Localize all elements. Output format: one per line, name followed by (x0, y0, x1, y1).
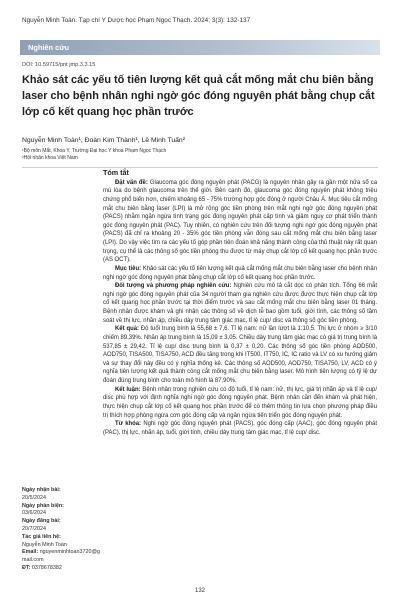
affiliation-2: ²Hội nhãn khoa Việt Nam (22, 155, 78, 161)
abstract-text: Glaucoma góc đóng nguyên phát (PACG) là nguyên nhân gây ra gần một nửa số ca mù lòa do bệnh glaucoma trên thế giới. Bên cạnh đó, glaucoma góc đóng nguyên phát không triệu chứng phổ biến hơn, chiếm khoảng 65 - 75% trường hợp góc đóng ở người Châu Á. Mục tiêu cắt mống mắt chu biên bằng laser (LPI) là mở rộng góc tiền phòng trên mắt nghi ngờ góc đóng nguyên phát (PACS) nhằm ngăn ngừa tình trạng góc đóng nguyên phát cấp tính và giảm nguy cơ phát triển thành góc đóng nguyên phát (PAC). Tuy nhiên, có nghiên cứu trên đối tượng nghi ngờ góc đóng nguyên phát (PACS) đã chỉ ra khoảng 20 - 35% góc tiền phòng vẫn đóng sau cắt mống mắt chu biên bằng laser (LPI). Do vậy việc tìm ra các yếu tố góp phần tiên đoán khả năng thành công của thủ thuật này rất quan trọng, cụ thể là các thông số góc tiền phòng thu được từ máy chụp cắt lớp cố kết quang học phần trước (AS OCT). (103, 179, 377, 264)
affiliation-1: ¹Bộ môn Mắt, Khoa Y, Trường Đại học Y khoa Phạm Ngọc Thạch (22, 148, 167, 154)
published-label: Ngày đăng bài: (22, 518, 61, 525)
article-title: Khảo sát các yếu tố tiên lượng kết quả cắt mống mắt chu biên bằng laser cho bệnh nhân nghi ngờ góc đóng nguyên phát bằng chụp cắt lớp cố kết quang học phần trước (22, 74, 375, 118)
abstract-label: Từ khóa: (115, 421, 142, 428)
section-label: Nghiên cứu (28, 43, 70, 52)
abstract-objective (103, 265, 377, 282)
abstract-label: Kết luận: (115, 386, 141, 393)
reviewed-value: 03/6/2024 (22, 510, 46, 517)
abstract-text: Nghiên cứu mô tả cắt dọc có phân tích. Tổng 66 mắt nghi ngờ góc đóng nguyên phát của 34 người tham gia nghiên cứu được được thực hiện chụp cắt lớp cố kết quang học phần trước tại thời điểm trước và sau cắt mống mắt chu biên bằng laser 01 tháng. Bệnh nhân được khám và ghi nhận các thông số về dịch tễ bao gồm tuổi, giới tính, các thông số tầm soát về thị lực, nhãn áp, chiều dày trung tâm giác mạc, tỉ lệ cup/ disc và thông số góc tiền phòng. (103, 283, 377, 324)
abstract-text: Khảo sát các yếu tố tiên lượng kết quả cắt mống mắt chu biên bằng laser cho bệnh nhân nghi ngờ góc đóng nguyên phát bằng chụp cắt lớp cố kết quang học phần trước. (103, 265, 377, 281)
page-number: 132 (194, 588, 205, 594)
phone-label: ĐT: (22, 564, 31, 571)
email-line (22, 549, 100, 565)
abstract-text: Nghi ngờ góc đóng nguyên phát (PACS), góc đóng cấp (AAC), góc đóng nguyên phát (PAC), thị lực, nhãn áp, tuổi, giới tính, chiều dày trung tâm giác mạc, tỉ lệ cup/ disc. (103, 421, 377, 436)
abstract-label: Kết quả: (115, 326, 139, 333)
email-label: Email: (22, 549, 39, 556)
published-value: 20/7/2024 (22, 525, 46, 532)
journal-citation: Nguyễn Minh Toàn. Tạp chí Y Dược học Phạm Ngọc Thạch. 2024; 3(3): 132-137 (22, 17, 251, 24)
corresponding-author-label: Tác giả liên hệ: (22, 533, 61, 540)
abstract-label: Mục tiêu: (115, 265, 142, 272)
article-info (22, 487, 100, 573)
received-value: 20/5/2024 (22, 494, 46, 501)
phone-line (22, 565, 100, 573)
abstract-text: Bệnh nhân trong nghiên cứu có độ tuổi, tỉ lệ nam: nữ, thị lực, giá trị nhãn áp và tỉ lệ cup/ disc phù hợp với định nghĩa nghi ngờ góc đóng nguyên phát. Bệnh nhân cần đến khám và phát hiện, thực hiện chụp cắt lớp cố kết quang học phần trước để có thêm thông tin lựa chọn phương pháp điều trị thích hợp phòng ngừa cơn góc đóng cấp và ngăn ngừa tiến triển góc đóng nguyên phát. (103, 386, 377, 419)
email-link[interactable]: nguyenminhtoan3720@gmail.com (22, 549, 101, 564)
reviewed-label: Ngày phản biện: (22, 502, 64, 509)
section-banner (20, 40, 380, 55)
abstract-background (103, 179, 377, 265)
abstract-heading: Tóm tắt (103, 168, 129, 177)
abstract-conclusion (103, 386, 377, 421)
divider (22, 167, 378, 168)
doi-link[interactable]: DOI: 10.59715/pnt jmp.3.3.15 (22, 62, 96, 68)
author-list: Nguyễn Minh Toàn¹, Đoàn Kim Thành¹, Lê Minh Tuấn² (22, 137, 185, 144)
abstract-results (103, 325, 377, 385)
abstract-keywords (103, 420, 377, 437)
abstract-text: Độ tuổi trung bình là 55,68 ± 7,6. Tỉ lệ nam: nữ lần lượt là 1:10,5. Thị lực ở nhóm ≥ 3/10 chiếm 89,39%. Nhãn áp trung bình là 15,09 ± 3,05. Chiều dày trung tâm giác mạc có giá trị trung bình là 537,85 ± 29,42. Tỉ lệ cup/ disc trung bình là 0,37 ± 0,20. Các thông số góc tiền phòng AOD500, AOD750, TISA500, TISA750, ACD đều tăng trong khi IT500, IT750, IC, IC ratio và LV có xu hướng giảm và sự thay đổi này đều có ý nghĩa thống kê. Các thông số AOD500, AOD750, TISA750, LV, ACD có ý nghĩa tiên lượng kết quả thành công cắt mống mắt chu biên bằng laser. Mô hình tiên lượng có tỷ lệ dự đoán đúng trung bình cho toàn mô hình là 87,90%. (103, 326, 377, 384)
received-label: Ngày nhận bài: (22, 487, 61, 493)
abstract-label: Đặt vấn đề: (115, 179, 148, 186)
phone-value: 0378678382 (31, 564, 62, 571)
abstract-label: Đối tượng và phương pháp nghiên cứu: (115, 283, 232, 290)
corresponding-author-value: Nguyễn Minh Toàn (22, 541, 67, 548)
abstract-methods (103, 282, 377, 325)
abstract (103, 169, 377, 437)
